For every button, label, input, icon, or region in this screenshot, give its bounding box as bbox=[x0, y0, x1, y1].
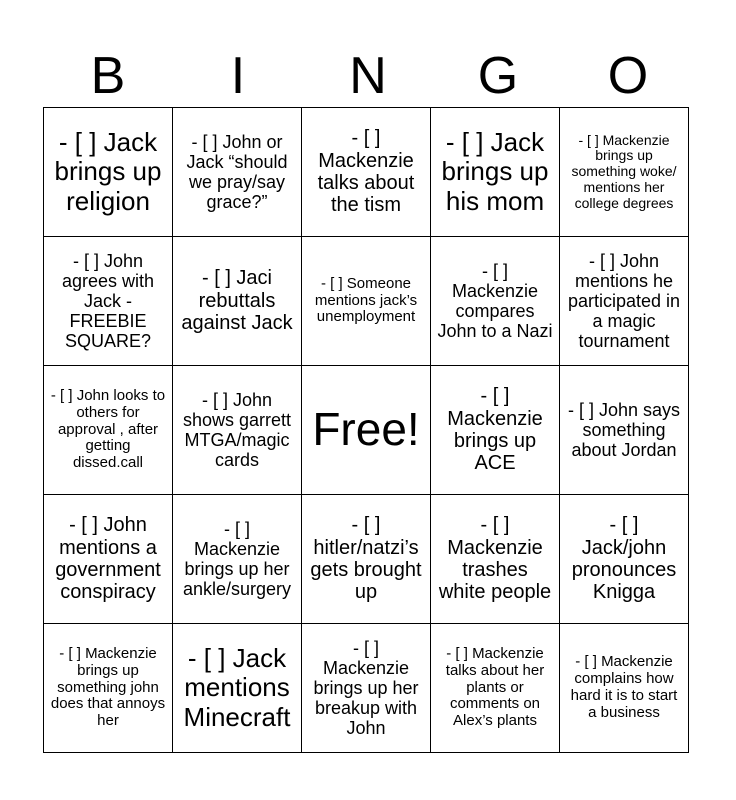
bingo-square[interactable]: - [ ] Mackenzie brings up her breakup with John bbox=[302, 624, 431, 753]
bingo-square[interactable]: - [ ] Mackenzie brings up her ankle/surgery bbox=[173, 495, 302, 624]
header-letter-i: I bbox=[230, 47, 246, 105]
bingo-square[interactable]: - [ ] Mackenzie brings up something john does that annoys her bbox=[44, 624, 173, 753]
bingo-square[interactable]: - [ ] John mentions he participated in a magic tournament bbox=[560, 237, 689, 366]
bingo-square[interactable]: - [ ] Jack brings up religion bbox=[44, 108, 173, 237]
bingo-square[interactable]: - [ ] John agrees with Jack - FREEBIE SQUARE? bbox=[44, 237, 173, 366]
bingo-row bbox=[44, 624, 689, 753]
bingo-square[interactable]: - [ ] Mackenzie brings up ACE bbox=[431, 366, 560, 495]
bingo-square[interactable]: - [ ] Mackenzie brings up something woke/ mentions her college degrees bbox=[560, 108, 689, 237]
bingo-square[interactable]: - [ ] Someone mentions jack’s unemployment bbox=[302, 237, 431, 366]
bingo-square[interactable]: - [ ] John says something about Jordan bbox=[560, 366, 689, 495]
bingo-square[interactable]: - [ ] Mackenzie talks about the tism bbox=[302, 108, 431, 237]
bingo-square[interactable]: - [ ] John or Jack “should we pray/say grace?” bbox=[173, 108, 302, 237]
bingo-square[interactable]: - [ ] Mackenzie trashes white people bbox=[431, 495, 560, 624]
header-letter-o: O bbox=[607, 47, 649, 105]
bingo-row bbox=[44, 108, 689, 237]
bingo-square[interactable]: - [ ] John mentions a government conspiracy bbox=[44, 495, 173, 624]
bingo-square[interactable]: - [ ] Mackenzie compares John to a Nazi bbox=[431, 237, 560, 366]
bingo-board bbox=[43, 107, 689, 753]
bingo-square[interactable]: - [ ] Jack brings up his mom bbox=[431, 108, 560, 237]
header-letter-b: B bbox=[90, 47, 126, 105]
bingo-square[interactable]: - [ ] John shows garrett MTGA/magic cards bbox=[173, 366, 302, 495]
bingo-row bbox=[44, 366, 689, 495]
header-letter-g: G bbox=[477, 47, 519, 105]
bingo-square[interactable]: - [ ] hitler/natzi’s gets brought up bbox=[302, 495, 431, 624]
bingo-square[interactable]: - [ ] Jack mentions Minecraft bbox=[173, 624, 302, 753]
bingo-square[interactable]: - [ ] Jaci rebuttals against Jack bbox=[173, 237, 302, 366]
bingo-square[interactable]: - [ ] Jack/john pronounces Knigga bbox=[560, 495, 689, 624]
header-letter-n: N bbox=[349, 47, 387, 105]
bingo-square[interactable]: - [ ] Mackenzie complains how hard it is to start a business bbox=[560, 624, 689, 753]
bingo-header bbox=[43, 44, 693, 108]
bingo-row bbox=[44, 237, 689, 366]
bingo-square[interactable]: - [ ] John looks to others for approval , after getting dissed.call bbox=[44, 366, 173, 495]
bingo-square[interactable]: - [ ] Mackenzie talks about her plants or comments on Alex’s plants bbox=[431, 624, 560, 753]
bingo-row bbox=[44, 495, 689, 624]
free-square[interactable]: Free! bbox=[302, 366, 431, 495]
